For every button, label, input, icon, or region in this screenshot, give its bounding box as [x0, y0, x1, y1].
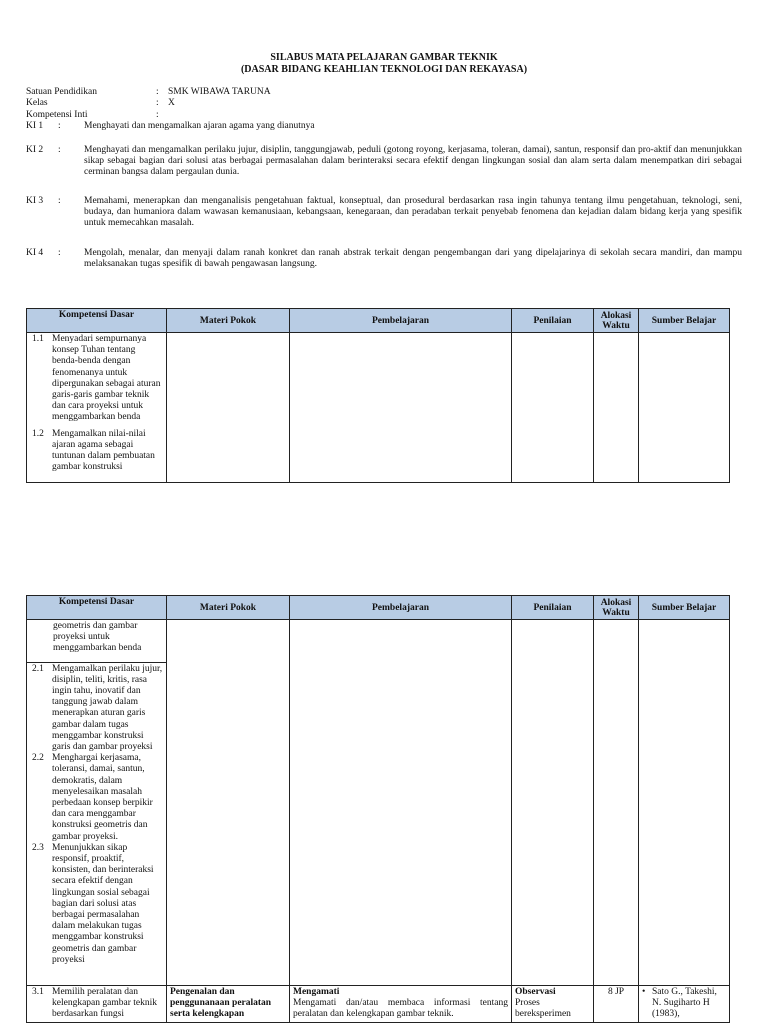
- sumber-cell: [639, 620, 730, 986]
- alokasi-cell: [594, 986, 639, 1023]
- ki-1: [26, 121, 742, 132]
- satuan-value: SMK WIBAWA TARUNA: [168, 87, 271, 97]
- kd-cell: [27, 986, 167, 1023]
- header-sumber-belajar: Sumber Belajar: [639, 309, 730, 333]
- kd-item-2-1: [30, 664, 163, 754]
- table-header-row: [27, 309, 730, 333]
- alokasi-cell: [594, 620, 639, 986]
- kd-text: Memilih peralatan dan kelengkapan gambar teknik berdasarkan fungsi: [52, 987, 157, 1020]
- colon: :: [156, 87, 159, 97]
- kelas-value: X: [168, 98, 175, 109]
- ki-text: Memahami, menerapkan dan menganalisis pengetahuan faktual, konseptual, dan prosedural berdasarkan rasa ingin tahunya tentang ilmu pengetahuan, teknologi, seni, budaya, dan humaniora dalam wawasan kemanusiaan, kebangsaan, kenegaraan, dan peradaban terkait penyebab fenomena dan kejadian dalam bidang kerja yang spesifik untuk memecahkan masalah.: [84, 196, 742, 229]
- kd-text: Mengamalkan nilai-nilai ajaran agama sebagai tuntunan dalam pembuatan gambar konstruksi: [52, 428, 155, 473]
- ki-text: Menghayati dan mengamalkan ajaran agama yang dianutnya: [84, 121, 315, 131]
- pembelajaran-text: Mengamati dan/atau membaca informasi tentang peralatan dan kelengkapan gambar teknik.: [293, 998, 508, 1020]
- bullet-icon: •: [642, 987, 646, 997]
- sumber-item: [642, 987, 726, 1021]
- title-line-2: (DASAR BIDANG KEAHLIAN TEKNOLOGI DAN REKAYASA): [240, 64, 528, 75]
- info-row-satuan: [26, 87, 742, 98]
- ki-text: Menghayati dan mengamalkan perilaku jujur, disiplin, tanggungjawab, peduli (gotong royong, kerjasama, toleran, damai), santun, responsif dan pro-aktif dan menunjukkan sikap sebagai bagian dari solusi atas berbagai permasalahan dalam berinteraksi secara efektif dengan lingkungan sosial dan alam serta dalam menempatkan diri sebagai cerminan bangsa dalam pergaulan dunia.: [84, 145, 742, 178]
- kd-text: Menunjukkan sikap responsif, proaktif, konsisten, dan berinteraksi secara efektif dengan lingkungan sosial sebagai bagian dari solusi atas berbagai permasalahan dalam melakukan tugas menggambar konstruksi geometris dan gambar proyeksi: [52, 842, 154, 965]
- school-info: [26, 87, 742, 121]
- kd-number: 2.3: [32, 842, 44, 853]
- materi-text: Pengenalan dan penggunanaan peralatan serta kelengkapan: [170, 987, 272, 1020]
- header-alokasi-waktu: Alokasi Waktu: [594, 596, 639, 620]
- ki-code: KI 2: [26, 145, 44, 155]
- kompetensi-label: Kompetensi Inti: [26, 109, 88, 120]
- kd-text: Mengamalkan perilaku jujur, disiplin, teliti, kritis, rasa ingin tahu, inovatif dan tanggung jawab dalam menerapkan aturan garis gambar dalam tugas menggambar konstruksi garis dan gambar proyeksi: [52, 663, 163, 753]
- kd-item-2-3: [30, 843, 163, 966]
- materi-cell: [167, 620, 290, 986]
- kd-number: 2.1: [32, 663, 44, 674]
- colon: :: [156, 109, 159, 120]
- header-kompetensi-dasar: Kompetensi Dasar: [27, 309, 167, 333]
- kd-item-1-1: [30, 334, 163, 424]
- kd-item-1-2: [30, 429, 163, 474]
- kd-list: [27, 663, 166, 967]
- header-pembelajaran: Pembelajaran: [290, 596, 512, 620]
- table-row: [27, 333, 730, 483]
- header-penilaian: Penilaian: [512, 309, 594, 333]
- table-row: [27, 620, 730, 986]
- sumber-cell: [639, 333, 730, 483]
- pembelajaran-title: Mengamati: [293, 987, 340, 997]
- alokasi-cell: [594, 333, 639, 483]
- penilaian-cell: [512, 620, 594, 986]
- header-alokasi-waktu: Alokasi Waktu: [594, 309, 639, 333]
- header-materi-pokok: Materi Pokok: [167, 596, 290, 620]
- sumber-text: Sato G., Takeshi, N. Sugiharto H (1983),: [652, 987, 717, 1020]
- header-sumber-belajar: Sumber Belajar: [639, 596, 730, 620]
- penilaian-title: Observasi: [515, 987, 556, 997]
- header-penilaian: Penilaian: [512, 596, 594, 620]
- header-kompetensi-dasar: Kompetensi Dasar: [27, 596, 167, 620]
- colon: :: [58, 145, 61, 155]
- kd-number: 2.2: [32, 753, 44, 764]
- kd-continuation: geometris dan gambar proyeksi untuk menggambarkan benda: [27, 620, 166, 663]
- kd-number: 1.2: [32, 428, 44, 439]
- penilaian-cell: [512, 333, 594, 483]
- kelas-label: Kelas: [26, 98, 48, 109]
- document-title: [0, 52, 768, 76]
- info-row-kompetensi: [26, 110, 742, 121]
- kd-text: Menghargai kerjasama, toleransi, damai, santun, demokratis, dalam menyelesaikan masalah perbedaan konsep berpikir dan cara menggambar konstruksi geometris dan gambar proyeksi.: [52, 753, 153, 842]
- ki-code: KI 3: [26, 196, 44, 206]
- penilaian-text: Proses bereksperimen: [515, 998, 571, 1020]
- pembelajaran-cell: [290, 986, 512, 1023]
- ki-code: KI 1: [26, 121, 44, 131]
- kd-cell: [27, 620, 167, 986]
- pembelajaran-cell: [290, 333, 512, 483]
- kd-item-3-1: [30, 987, 163, 1021]
- sumber-cell: [639, 986, 730, 1023]
- title-line-1: SILABUS MATA PELAJARAN GAMBAR TEKNIK: [270, 52, 498, 63]
- table-header-row: [27, 596, 730, 620]
- materi-cell: [167, 986, 290, 1023]
- pembelajaran-cell: [290, 620, 512, 986]
- ki-4: [26, 248, 742, 270]
- kd-number: 1.1: [32, 334, 44, 344]
- satuan-label: Satuan Pendidikan: [26, 87, 97, 97]
- syllabus-table-2: [26, 595, 730, 1023]
- kd-item-2-2: [30, 753, 163, 843]
- ki-2: [26, 145, 742, 179]
- header-pembelajaran: Pembelajaran: [290, 309, 512, 333]
- colon: :: [58, 121, 61, 131]
- kd-cell: [27, 333, 167, 483]
- kd-number: 3.1: [32, 987, 44, 997]
- table-row: [27, 986, 730, 1023]
- ki-3: [26, 196, 742, 230]
- syllabus-table-1: [26, 308, 730, 483]
- info-row-kelas: [26, 98, 742, 109]
- ki-code: KI 4: [26, 248, 44, 258]
- penilaian-cell: [512, 986, 594, 1023]
- alokasi-value: 8 JP: [607, 987, 625, 997]
- kd-text: Menyadari sempurnanya konsep Tuhan tentang benda-benda dengan fenomenanya untuk dipergunakan sebagai aturan garis-garis gambar teknik dan cara proyeksi untuk menggambarkan benda: [52, 334, 161, 423]
- materi-cell: [167, 333, 290, 483]
- header-materi-pokok: Materi Pokok: [167, 309, 290, 333]
- colon: :: [58, 248, 61, 258]
- colon: :: [156, 98, 159, 109]
- ki-text: Mengolah, menalar, dan menyaji dalam ranah konkret dan ranah abstrak terkait dengan pengembangan dari yang dipelajarinya di sekolah secara mandiri, dan mampu melaksanakan tugas spesifik di bawah pengawasan langsung.: [84, 248, 742, 270]
- colon: :: [58, 196, 61, 206]
